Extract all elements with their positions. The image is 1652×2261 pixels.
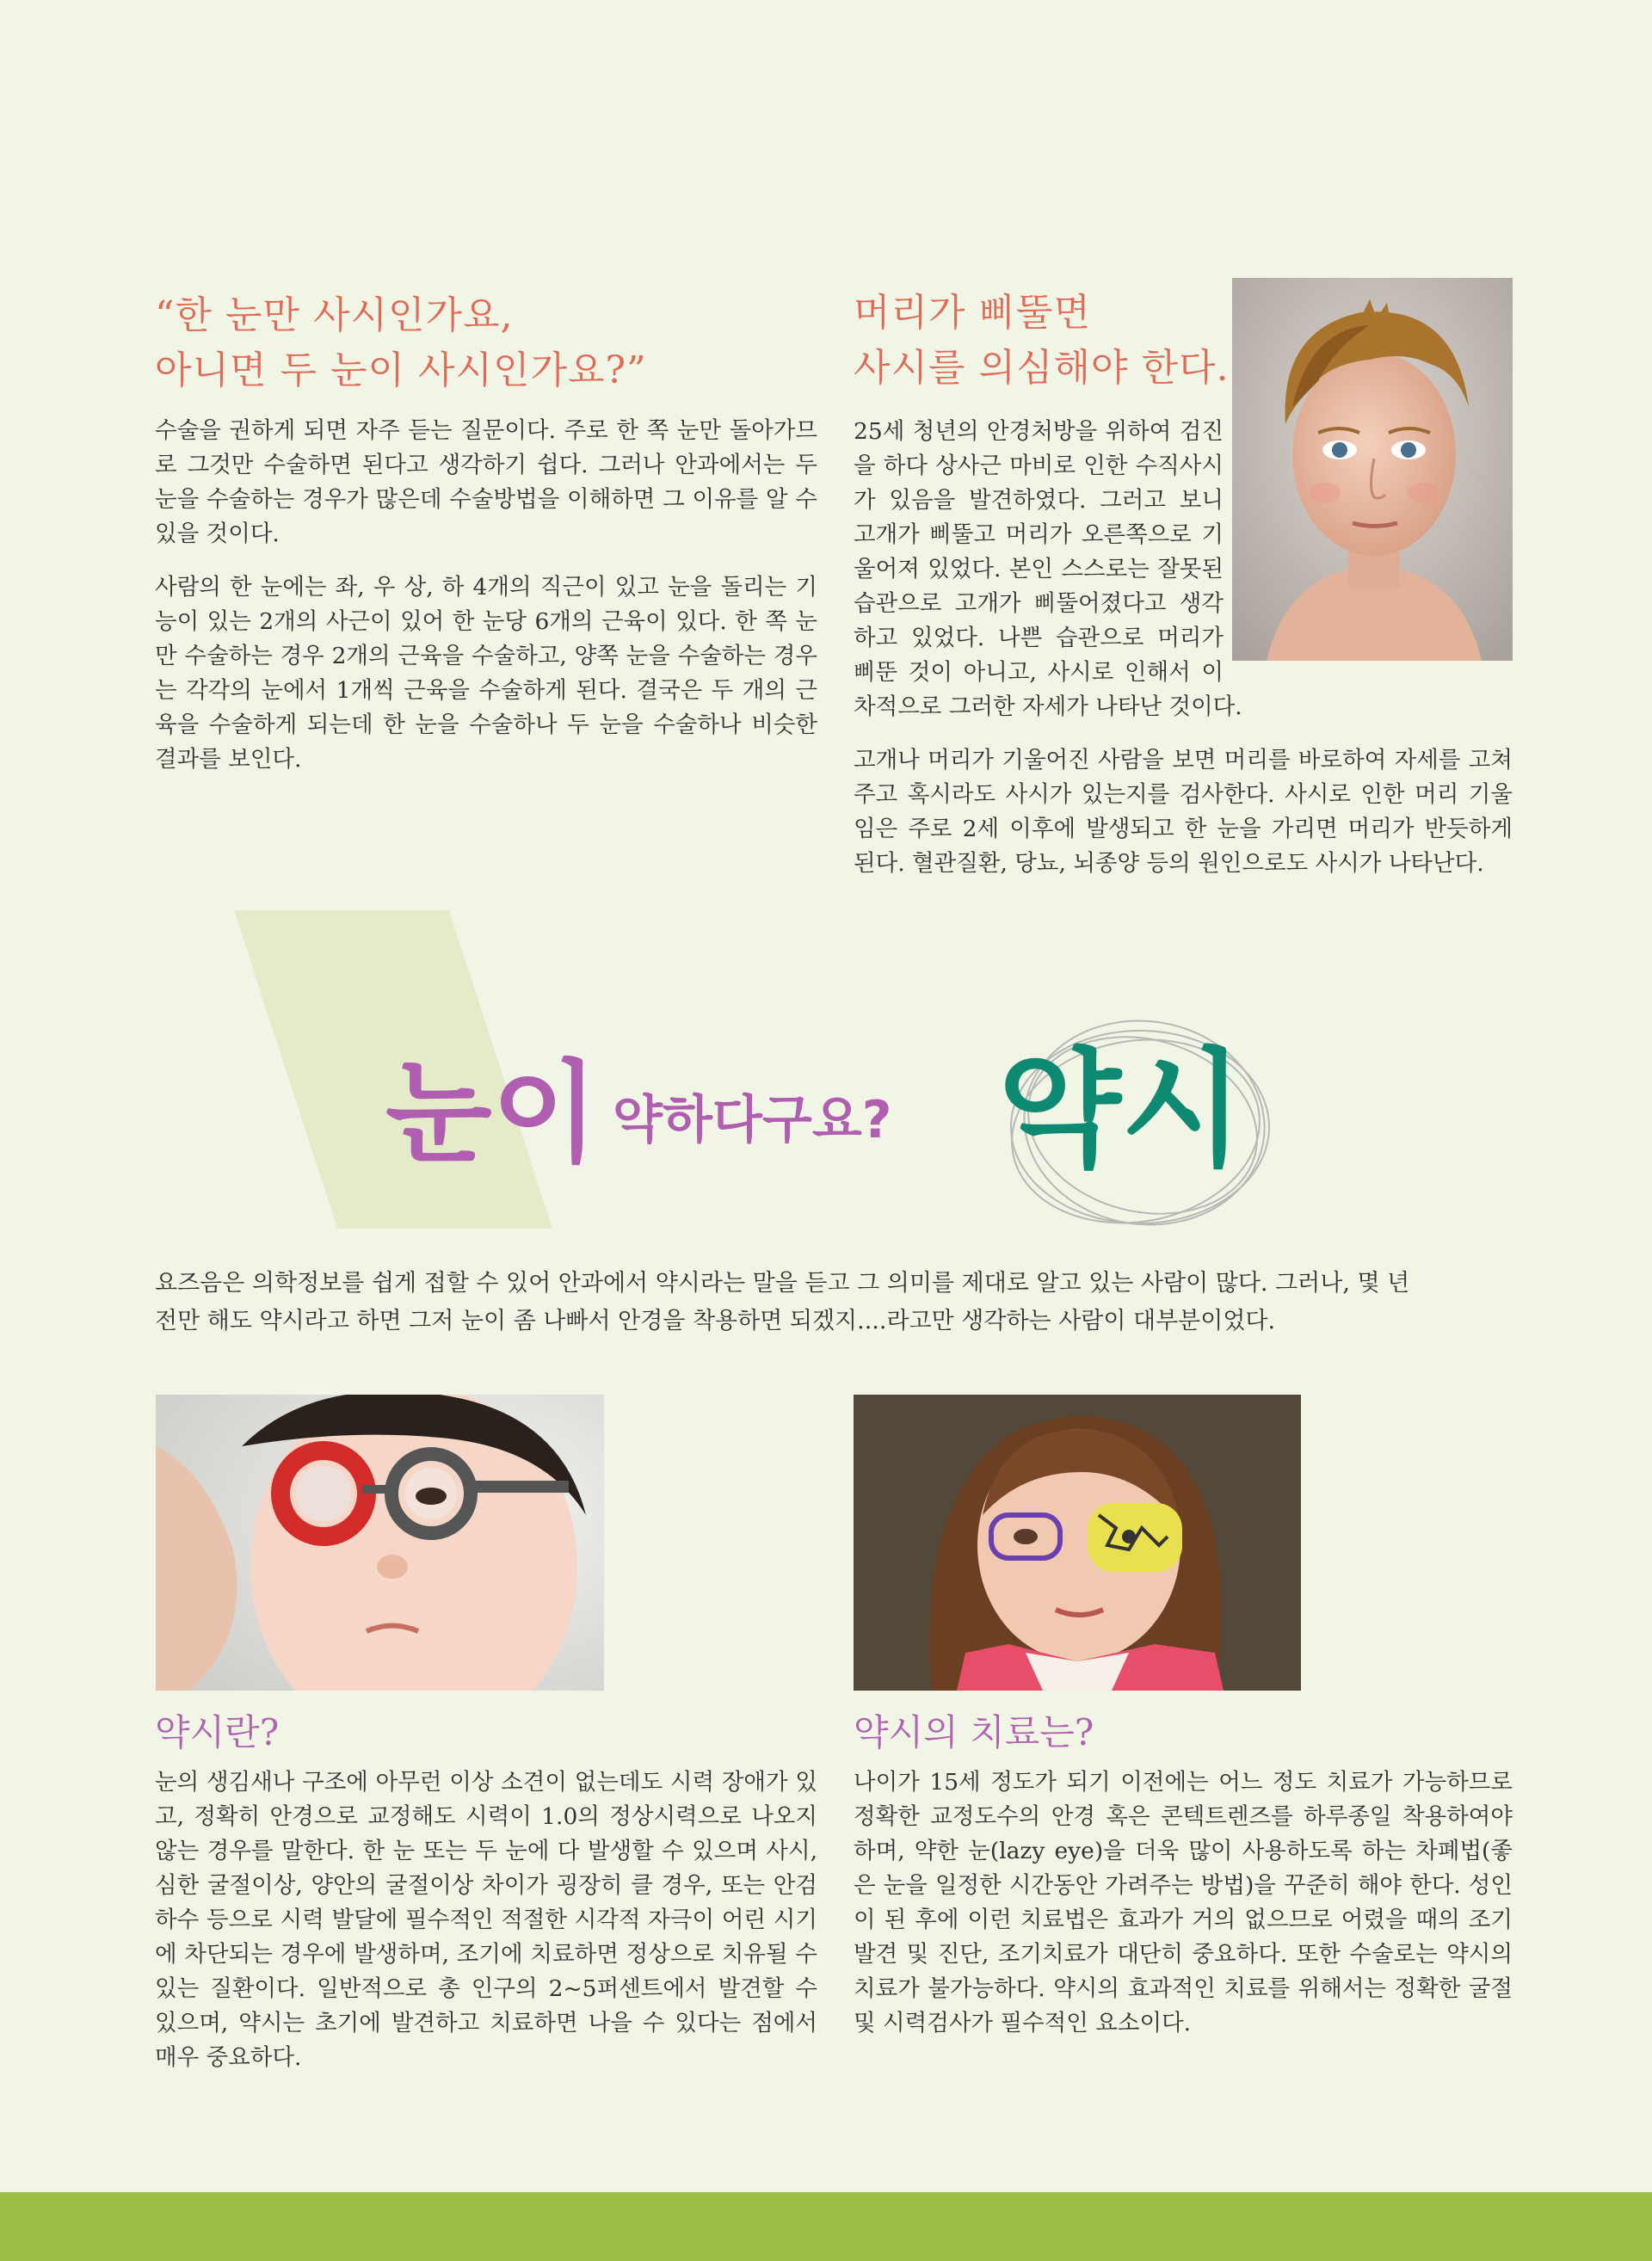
paragraph: 고개나 머리가 기울어진 사람을 보면 머리를 바로하여 자세를 고쳐주고 혹시라도 사시가 있는지를 검사한다. 사시로 인한 머리 기울임은 주로 2세 이후에 발생되고 한 눈을 가리면 머리가 반듯하게 된다. 혈관질환, 당뇨, 뇌종양 등의 원인으로도 사시가 나타난다. (854, 747, 1513, 877)
paragraph: 수술을 권하게 되면 자주 듣는 질문이다. 주로 한 쪽 눈만 돌아가므로 그것만 수술하면 된다고 생각하기 쉽다. 그러나 안과에서는 두 눈을 수술하는 경우가 많은데 수술방법을 이해하면 그 이유를 알 수 있을 것이다. (155, 417, 817, 547)
paragraph: 눈의 생김새나 구조에 아무런 이상 소견이 없는데도 시력 장애가 있고, 정확히 안경으로 교정해도 시력이 1.0의 정상시력으로 나오지 않는 경우를 말한다. 한 눈 또는 두 눈에 다 발생할 수 있으며 사시, 심한 굴절이상, 양안의 굴절이상 차이가 굉장히 클 경우, 또는 안검하수 등으로 시력 발달에 필수적인 적절한 시각적 자극이 어린 시기에 차단되는 경우에 발생하며, 조기에 치료하면 정상으로 치유될 수 있는 질환이다. 일반적으로 총 인구의 2~5퍼센트에서 발견할 수 있으며, 약시는 초기에 발견하고 치료하면 나을 수 있다는 점에서 매우 중요하다. (155, 1769, 817, 2071)
title-line-1: “한 눈만 사시인가요, (155, 293, 514, 337)
banner-word-amblyopia: 약시 (998, 1036, 1244, 1184)
section-what-is-amblyopia (155, 1709, 817, 2075)
intro-line-2: 전만 해도 약시라고 하면 그저 눈이 좀 나빠서 안경을 착용하면 되겠지....라고만 생각하는 사람이 대부분이었다. (155, 1308, 1276, 1334)
section-squint-question (155, 288, 817, 777)
paragraph: 나이가 15세 정도가 되기 이전에는 어느 정도 치료가 가능하므로 정확한 교정도수의 안경 혹은 콘텍트렌즈를 하루종일 착용하여야 하며, 약한 눈(lazy eye)을 더욱 많이 사용하도록 하는 차폐법(좋은 눈을 일정한 시간동안 가려주는 방법)을 꾸준히 해야 한다. 성인이 된 후에 이런 치료법은 효과가 거의 없으므로 어렸을 때의 조기발견 및 진단, 조기치료가 대단히 중요하다. 또한 수술로는 약시의 치료가 불가능하다. 약시의 효과적인 치료를 위해서는 정확한 굴절 및 시력검사가 필수적인 요소이다. (854, 1769, 1513, 2036)
banner-word-weak: 약하다구요? (613, 1090, 892, 1150)
title-line-2: 아니면 두 눈이 사시인가요?” (155, 348, 647, 392)
child-trial-frame-image (156, 1395, 604, 1691)
section-title: 약시의 치료는? (854, 1711, 1094, 1753)
section-title: 약시란? (155, 1711, 280, 1753)
girl-eye-patch-image (854, 1395, 1301, 1691)
intro-line-1: 요즈음은 의학정보를 쉽게 접할 수 있어 안과에서 약시라는 말을 듣고 그 의미를 제대로 알고 있는 사람이 많다. 그러나, 몇 년 (155, 1270, 1410, 1297)
section-head-tilt (854, 286, 1513, 881)
section-title (854, 286, 1513, 396)
banner-word-eye: 눈이 (385, 1050, 599, 1178)
section-amblyopia-treatment (854, 1709, 1513, 2041)
section-title (155, 288, 817, 398)
title-line-2: 사시를 의심해야 한다. (854, 346, 1230, 390)
intro-text (155, 1265, 1532, 1340)
title-line-1: 머리가 삐뚤면 (854, 291, 1092, 335)
paragraph: 25세 청년의 안경처방을 위하여 검진을 하다 상사근 마비로 인한 수직사시가 있음을 발견하였다. 그러고 보니 고개가 삐뚤고 머리가 오른쪽으로 기울어져 있었다. 본인 스스로는 잘못된 습관으로 고개가 삐뚤어졌다고 생각하고 있었다. 나쁜 습관으로 머리가 삐뚠 것이 아니고, 사시로 인해서 이차적으로 그러한 자세가 나타난 것이다. (854, 418, 1242, 720)
paragraph: 사람의 한 눈에는 좌, 우 상, 하 4개의 직근이 있고 눈을 돌리는 기능이 있는 2개의 사근이 있어 한 눈당 6개의 근육이 있다. 한 쪽 눈만 수술하는 경우 2개의 근육을 수술하고, 양쪽 눈을 수술하는 경우는 각각의 눈에서 1개씩 근육을 수술하게 된다. 결국은 두 개의 근육을 수술하게 되는데 한 눈을 수술하나 두 눈을 수술하나 비슷한 결과를 보인다. (155, 574, 817, 773)
footer-bar (0, 2192, 1652, 2261)
